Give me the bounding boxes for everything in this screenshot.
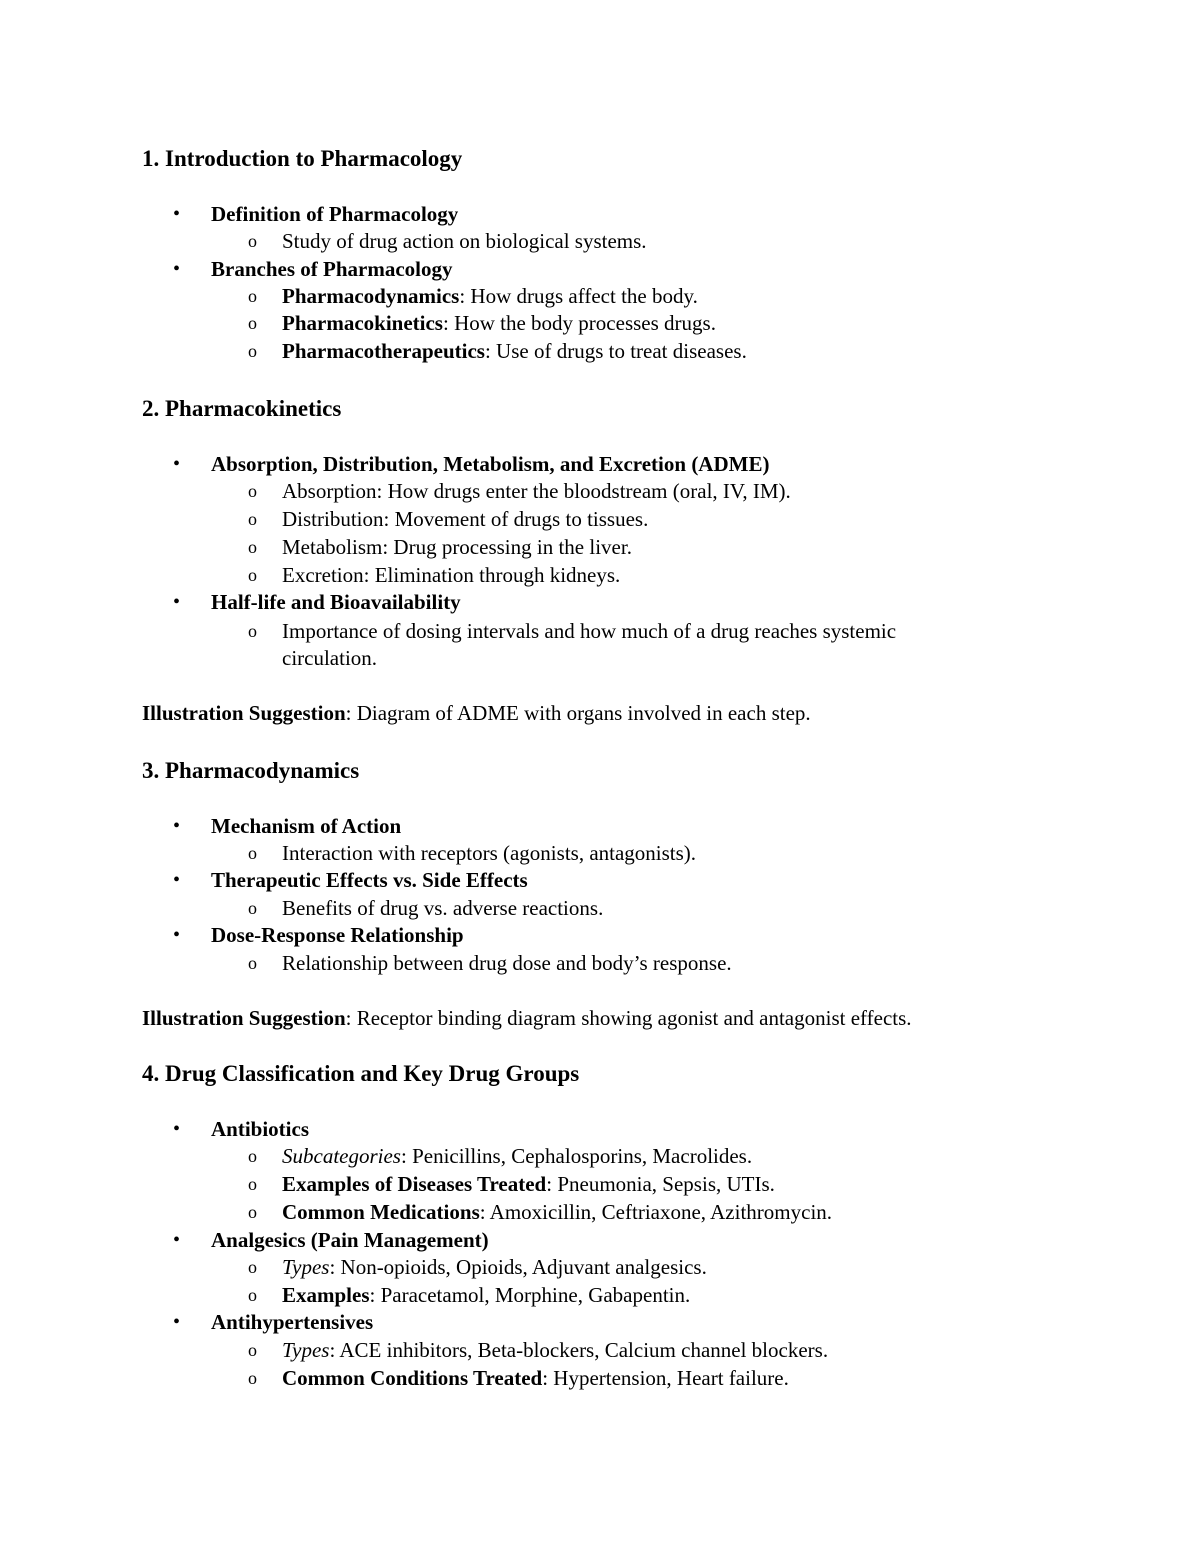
definition-text: Study of drug action on biological systems.	[282, 229, 647, 253]
term: Subcategories	[282, 1144, 401, 1168]
analgesics-heading: Analgesics (Pain Management)	[211, 1228, 489, 1252]
term: Common Medications	[282, 1200, 480, 1224]
sub-bullet: o	[248, 1174, 257, 1194]
section-4-title: 4. Drug Classification and Key Drug Groups	[142, 1061, 580, 1086]
term: Types	[282, 1338, 330, 1362]
illustration-suggestion-receptor	[142, 1005, 912, 1031]
description: : How the body processes drugs.	[442, 311, 716, 335]
sub-bullet: o	[248, 843, 257, 863]
term: Pharmacotherapeutics	[282, 339, 485, 363]
antibiotics-heading: Antibiotics	[211, 1117, 310, 1141]
analgesics-examples	[282, 1282, 690, 1308]
term: Common Conditions Treated	[282, 1366, 543, 1390]
term: Types	[282, 1255, 330, 1279]
term: Examples	[282, 1283, 370, 1307]
section-3-title: 3. Pharmacodynamics	[142, 758, 360, 783]
sub-bullet: o	[248, 1146, 257, 1166]
bullet: •	[173, 1118, 181, 1140]
sub-bullet: o	[248, 1257, 257, 1277]
term: Pharmacokinetics	[282, 311, 443, 335]
branches-heading: Branches of Pharmacology	[211, 257, 453, 281]
sub-bullet: o	[248, 1368, 257, 1388]
description: : Hypertension, Heart failure.	[542, 1366, 789, 1390]
definition-heading: Definition of Pharmacology	[211, 202, 459, 226]
halflife-text-line-1: Importance of dosing intervals and how much of a drug reaches systemic	[282, 619, 897, 643]
sub-bullet: o	[248, 621, 257, 641]
sub-bullet: o	[248, 313, 257, 333]
bullet: •	[173, 1229, 181, 1251]
sub-bullet: o	[248, 953, 257, 973]
sub-bullet: o	[248, 341, 257, 361]
description: : Use of drugs to treat diseases.	[484, 339, 747, 363]
description: : How drugs affect the body.	[459, 284, 698, 308]
excretion-text: Excretion: Elimination through kidneys.	[282, 563, 621, 587]
bullet: •	[173, 258, 181, 280]
moa-text: Interaction with receptors (agonists, antagonists).	[282, 841, 697, 865]
antibiotics-medications	[282, 1199, 832, 1225]
absorption-text: Absorption: How drugs enter the bloodstream (oral, IV, IM).	[282, 479, 791, 503]
sub-bullet: o	[248, 1202, 257, 1222]
antibiotics-diseases	[282, 1171, 775, 1197]
bullet: •	[173, 869, 181, 891]
bullet: •	[173, 815, 181, 837]
halflife-text-line-2: circulation.	[282, 646, 378, 670]
description: : Amoxicillin, Ceftriaxone, Azithromycin.	[479, 1200, 833, 1224]
description: : ACE inhibitors, Beta-blockers, Calcium channel blockers.	[329, 1338, 829, 1362]
sub-bullet: o	[248, 481, 257, 501]
description: : Paracetamol, Morphine, Gabapentin.	[369, 1283, 691, 1307]
distribution-text: Distribution: Movement of drugs to tissues.	[282, 507, 649, 531]
branch-pharmacotherapeutics	[282, 338, 747, 364]
term: Examples of Diseases Treated	[282, 1172, 547, 1196]
dose-response-text: Relationship between drug dose and body’s response.	[282, 951, 732, 975]
sub-bullet: o	[248, 898, 257, 918]
sub-bullet: o	[248, 537, 257, 557]
bullet: •	[173, 203, 181, 225]
illustration-suggestion-adme	[142, 700, 811, 726]
section-1-title: 1. Introduction to Pharmacology	[142, 146, 463, 171]
dose-response-heading: Dose-Response Relationship	[211, 923, 464, 947]
antibiotics-subcategories	[282, 1143, 752, 1169]
metabolism-text: Metabolism: Drug processing in the liver.	[282, 535, 632, 559]
bullet: •	[173, 1311, 181, 1333]
branch-pharmacodynamics	[282, 283, 698, 309]
bullet: •	[173, 453, 181, 475]
illustration-text: : Diagram of ADME with organs involved in each step.	[345, 701, 811, 725]
antihypertensives-heading: Antihypertensives	[211, 1310, 374, 1334]
effects-heading: Therapeutic Effects vs. Side Effects	[211, 868, 528, 892]
sub-bullet: o	[248, 286, 257, 306]
bullet: •	[173, 591, 181, 613]
term: Pharmacodynamics	[282, 284, 460, 308]
illustration-text: : Receptor binding diagram showing agonist and antagonist effects.	[345, 1006, 912, 1030]
moa-heading: Mechanism of Action	[211, 814, 402, 838]
illustration-label: Illustration Suggestion	[142, 1006, 346, 1030]
description: : Penicillins, Cephalosporins, Macrolides.	[400, 1144, 753, 1168]
sub-bullet: o	[248, 1285, 257, 1305]
halflife-heading: Half-life and Bioavailability	[211, 590, 461, 614]
analgesics-types	[282, 1254, 707, 1280]
branch-pharmacokinetics	[282, 310, 716, 336]
antihypertensives-conditions	[282, 1365, 789, 1391]
bullet: •	[173, 924, 181, 946]
illustration-label: Illustration Suggestion	[142, 701, 346, 725]
adme-heading: Absorption, Distribution, Metabolism, and Excretion (ADME)	[211, 452, 770, 476]
effects-text: Benefits of drug vs. adverse reactions.	[282, 896, 604, 920]
sub-bullet: o	[248, 1340, 257, 1360]
description: : Non-opioids, Opioids, Adjuvant analgesics.	[329, 1255, 707, 1279]
section-2-title: 2. Pharmacokinetics	[142, 396, 342, 421]
sub-bullet: o	[248, 565, 257, 585]
sub-bullet: o	[248, 231, 257, 251]
sub-bullet: o	[248, 509, 257, 529]
antihypertensives-types	[282, 1337, 828, 1363]
description: : Pneumonia, Sepsis, UTIs.	[546, 1172, 775, 1196]
